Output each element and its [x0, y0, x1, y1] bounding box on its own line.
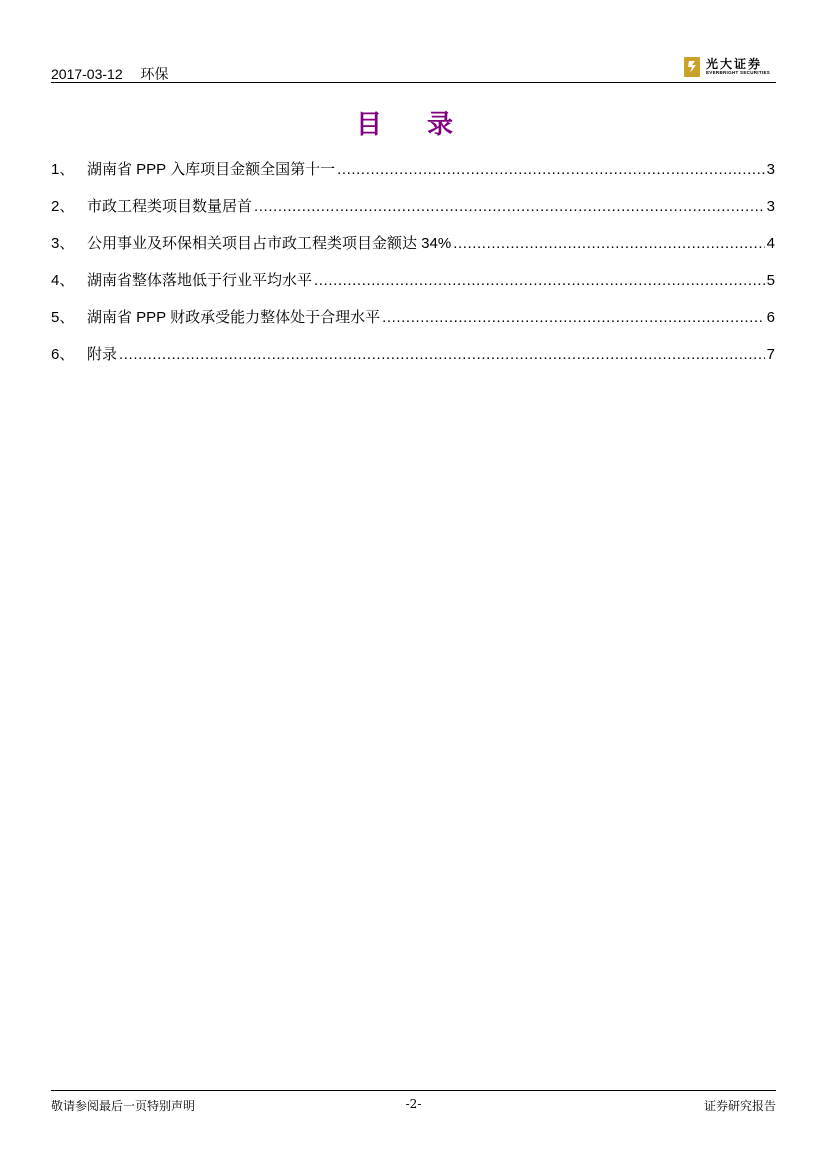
page-header	[51, 55, 776, 82]
toc-item-label: 附录	[87, 346, 118, 363]
header-info	[51, 64, 169, 84]
toc-dot-leader	[382, 309, 765, 326]
toc-item-4[interactable]	[51, 269, 775, 306]
footer-page-number: -2-	[405, 1097, 422, 1111]
toc-dot-leader	[337, 161, 765, 178]
toc-entry	[87, 306, 775, 327]
toc-title: 目 录	[355, 110, 472, 140]
everbright-logo	[684, 55, 776, 79]
toc-item-2[interactable]	[51, 195, 775, 232]
report-date: 2017-03-12	[51, 66, 123, 82]
toc-dot-leader	[453, 235, 764, 252]
toc-item-label: 市政工程类项目数量居首	[87, 198, 253, 215]
footer-divider	[51, 1090, 776, 1091]
logo-mark-icon	[684, 57, 700, 77]
toc-item-label: 湖南省 PPP 财政承受能力整体处于合理水平	[87, 309, 381, 326]
toc-item-page: 7	[766, 346, 775, 363]
toc-item-page: 4	[766, 235, 775, 252]
toc-entry	[87, 195, 775, 216]
toc-dot-leader	[119, 346, 765, 363]
toc-item-number: 5、	[51, 309, 75, 326]
toc-item-page: 3	[766, 161, 775, 178]
report-sector: 环保	[140, 66, 169, 82]
toc-item-number: 4、	[51, 272, 75, 289]
toc-item-1[interactable]	[51, 158, 775, 195]
toc-dot-leader	[254, 198, 765, 215]
toc-item-number: 3、	[51, 235, 75, 252]
toc-dot-leader	[314, 272, 765, 289]
toc-item-page: 5	[766, 272, 775, 289]
toc-item-number: 1、	[51, 161, 75, 178]
toc-entry	[87, 343, 775, 364]
toc-item-5[interactable]	[51, 306, 775, 343]
toc-entry	[87, 232, 775, 253]
toc-item-number: 6、	[51, 346, 75, 363]
toc-item-label: 湖南省整体落地低于行业平均水平	[87, 272, 313, 289]
toc-item-page: 6	[766, 309, 775, 326]
footer-disclaimer: 敬请参阅最后一页特别声明	[51, 1099, 196, 1113]
logo-text-cn: 光大证券	[706, 57, 763, 71]
toc-item-page: 3	[766, 198, 775, 215]
toc-entry	[87, 269, 775, 290]
toc-item-number: 2、	[51, 198, 75, 215]
table-of-contents	[51, 158, 775, 380]
header-divider	[51, 82, 776, 83]
toc-item-3[interactable]	[51, 232, 775, 269]
logo-text-en: EVERBRIGHT SECURITIES	[706, 70, 771, 75]
toc-entry	[87, 158, 775, 179]
footer-doc-type: 证券研究报告	[703, 1099, 776, 1113]
toc-item-label: 湖南省 PPP 入库项目金额全国第十一	[87, 161, 336, 178]
toc-item-label: 公用事业及环保相关项目占市政工程类项目金额达 34%	[87, 235, 452, 252]
toc-item-6[interactable]	[51, 343, 775, 380]
